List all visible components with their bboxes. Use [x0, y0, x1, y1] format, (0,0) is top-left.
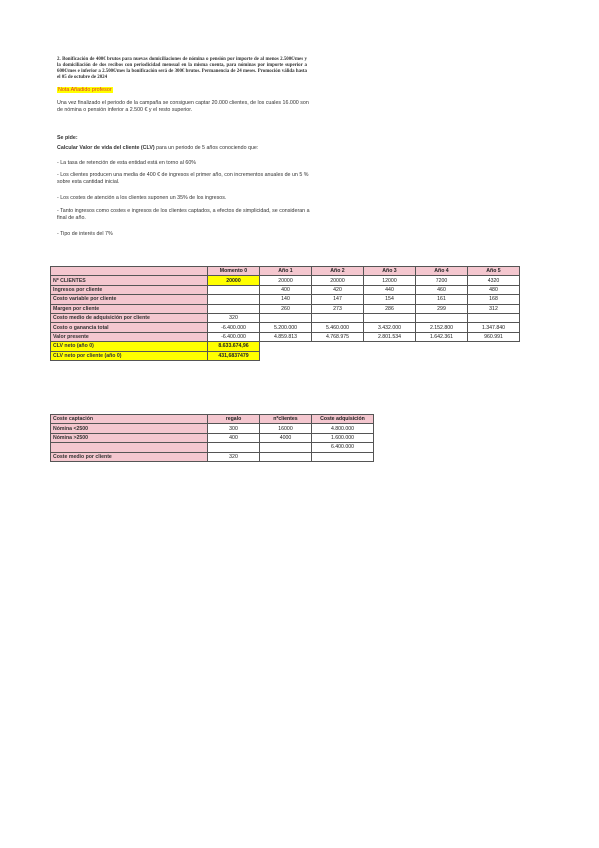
table-cell: 4.800.000 — [312, 424, 374, 433]
table-row — [51, 351, 520, 360]
header-cell — [51, 267, 208, 276]
bullet-3: - Los costes de atención a los clientes suponen un 35% de los ingresos. — [57, 195, 227, 201]
clv-net-value: 8.633.674,96 — [208, 342, 260, 351]
table-cell: 4.768.975 — [312, 332, 364, 341]
table-cell: 312 — [468, 304, 520, 313]
table-cell: 3.432.000 — [364, 323, 416, 332]
table-cell: 147 — [312, 295, 364, 304]
table-row — [51, 443, 374, 452]
header-cell: Momento 0 — [208, 267, 260, 276]
bullet-2: - Los clientes producen una media de 400 € de ingresos el primer año, con incrementos anuales de un 5 % sobre esta cantidad inicial. — [57, 172, 309, 186]
calc-instruction-bold: Calcular Valor de vida del cliente (CLV) — [57, 145, 155, 151]
table-cell: 420 — [312, 285, 364, 294]
table-cell: 286 — [364, 304, 416, 313]
table-row — [51, 323, 520, 332]
header-cell: nºclientes — [260, 415, 312, 424]
acquisition-cost-table — [50, 414, 374, 462]
table-cell — [468, 313, 520, 322]
table-cell — [312, 313, 364, 322]
row-label: CLV neto (año 0) — [51, 342, 208, 351]
clv-table — [50, 266, 520, 361]
table-cell: 140 — [260, 295, 312, 304]
table-row — [51, 304, 520, 313]
table-cell: 440 — [364, 285, 416, 294]
table-cell: 4000 — [260, 433, 312, 442]
table-cell — [260, 313, 312, 322]
header-cell: Coste captación — [51, 415, 208, 424]
table-cell: -6.400.000 — [208, 332, 260, 341]
table-cell: 1.642.361 — [416, 332, 468, 341]
table-cell: 168 — [468, 295, 520, 304]
table-cell: 16000 — [260, 424, 312, 433]
table-row — [51, 295, 520, 304]
table-cell: 1.600.000 — [312, 433, 374, 442]
table-cell — [416, 313, 468, 322]
se-pide-heading: Se pide: — [57, 135, 78, 141]
table-cell: 5.460.000 — [312, 323, 364, 332]
clv-per-client-value: 431,6837479 — [208, 351, 260, 360]
header-cell: Año 5 — [468, 267, 520, 276]
row-label: Costo variable por cliente — [51, 295, 208, 304]
table-cell — [208, 304, 260, 313]
table-cell: 460 — [416, 285, 468, 294]
table-cell: 4320 — [468, 276, 520, 285]
calc-instruction — [57, 145, 312, 152]
table-cell — [260, 443, 312, 452]
table-cell: 7200 — [416, 276, 468, 285]
row-label — [51, 443, 208, 452]
table-row — [51, 332, 520, 341]
bullet-1: - La tasa de retención de esta entidad está en torno al 60% — [57, 160, 196, 166]
table-row — [51, 276, 520, 285]
table-cell — [260, 452, 312, 461]
row-label: Costo medio de adquisición por cliente — [51, 313, 208, 322]
header-cell: Coste adquisición — [312, 415, 374, 424]
table-cell: 154 — [364, 295, 416, 304]
table-cell: 300 — [208, 424, 260, 433]
table-cell: 20000 — [260, 276, 312, 285]
header-cell: regalo — [208, 415, 260, 424]
header-cell: Año 4 — [416, 267, 468, 276]
row-label: Coste medio por cliente — [51, 452, 208, 461]
table-cell: 4.859.813 — [260, 332, 312, 341]
calc-instruction-rest: para un periodo de 5 años conociendo que: — [154, 145, 259, 151]
row-label: Nº CLIENTES — [51, 276, 208, 285]
row-label: Nómina >2500 — [51, 433, 208, 442]
table-row — [51, 433, 374, 442]
table-cell: 20000 — [312, 276, 364, 285]
bullet-4: - Tanto ingresos como costes e ingresos de los clientes captados, a efectos de simplicidad, se consideran a final de año. — [57, 208, 310, 222]
table-header-row — [51, 415, 374, 424]
table-header-row — [51, 267, 520, 276]
table-row — [51, 313, 520, 322]
header-cell: Año 3 — [364, 267, 416, 276]
table-row — [51, 285, 520, 294]
table-row — [51, 424, 374, 433]
bullet-5: - Tipo de interés del 7% — [57, 231, 113, 237]
row-label: Costo o ganancia total — [51, 323, 208, 332]
header-cell: Año 2 — [312, 267, 364, 276]
table-cell — [312, 452, 374, 461]
table-cell: 2.801.534 — [364, 332, 416, 341]
table-cell: 320 — [208, 452, 260, 461]
table-cell: 320 — [208, 313, 260, 322]
table-cell — [208, 285, 260, 294]
table-cell: 161 — [416, 295, 468, 304]
table-cell — [208, 443, 260, 452]
table-cell: 960.991 — [468, 332, 520, 341]
table-cell: 1.347.840 — [468, 323, 520, 332]
table-cell: 6.400.000 — [312, 443, 374, 452]
table-cell: 400 — [260, 285, 312, 294]
table-cell: 273 — [312, 304, 364, 313]
table-cell: 2.152.800 — [416, 323, 468, 332]
row-label: Nómina <2500 — [51, 424, 208, 433]
table-cell: -6.400.000 — [208, 323, 260, 332]
campaign-paragraph: Una vez finalizado el periodo de la campaña se consiguen captar 20.000 clientes, de los cuales 16.000 son de nómina o pensión inferior a 2.500 € y el resto superior. — [57, 100, 309, 114]
table-row — [51, 452, 374, 461]
table-row — [51, 342, 520, 351]
table-cell: 5.200.000 — [260, 323, 312, 332]
row-label: Valor presente — [51, 332, 208, 341]
table-cell: 400 — [208, 433, 260, 442]
table-cell: 299 — [416, 304, 468, 313]
table-cell — [208, 295, 260, 304]
table-cell: 20000 — [208, 276, 260, 285]
intro-paragraph: 2. Bonificación de 400€ brutos para nuevas domiciliaciones de nómina o pensión por importe de al menos 2.500€/mes y la domiciliación de dos recibos con periodicidad mensual en la misma cuenta, para nóminas por importe superior a 600€/mes e inferior a 2.500€/mes la bonificación será de 300€ brutos. Permanencia de 24 meses. Promoción válida hasta el 05 de octubre de 2024 — [57, 57, 307, 81]
table-cell: 260 — [260, 304, 312, 313]
row-label: CLV neto por cliente (año 0) — [51, 351, 208, 360]
table-cell — [364, 313, 416, 322]
row-label: Ingresos por cliente — [51, 285, 208, 294]
professor-note: Nota Añadido profesor — [58, 87, 112, 93]
table-cell: 480 — [468, 285, 520, 294]
row-label: Margen por cliente — [51, 304, 208, 313]
table-cell: 12000 — [364, 276, 416, 285]
header-cell: Año 1 — [260, 267, 312, 276]
